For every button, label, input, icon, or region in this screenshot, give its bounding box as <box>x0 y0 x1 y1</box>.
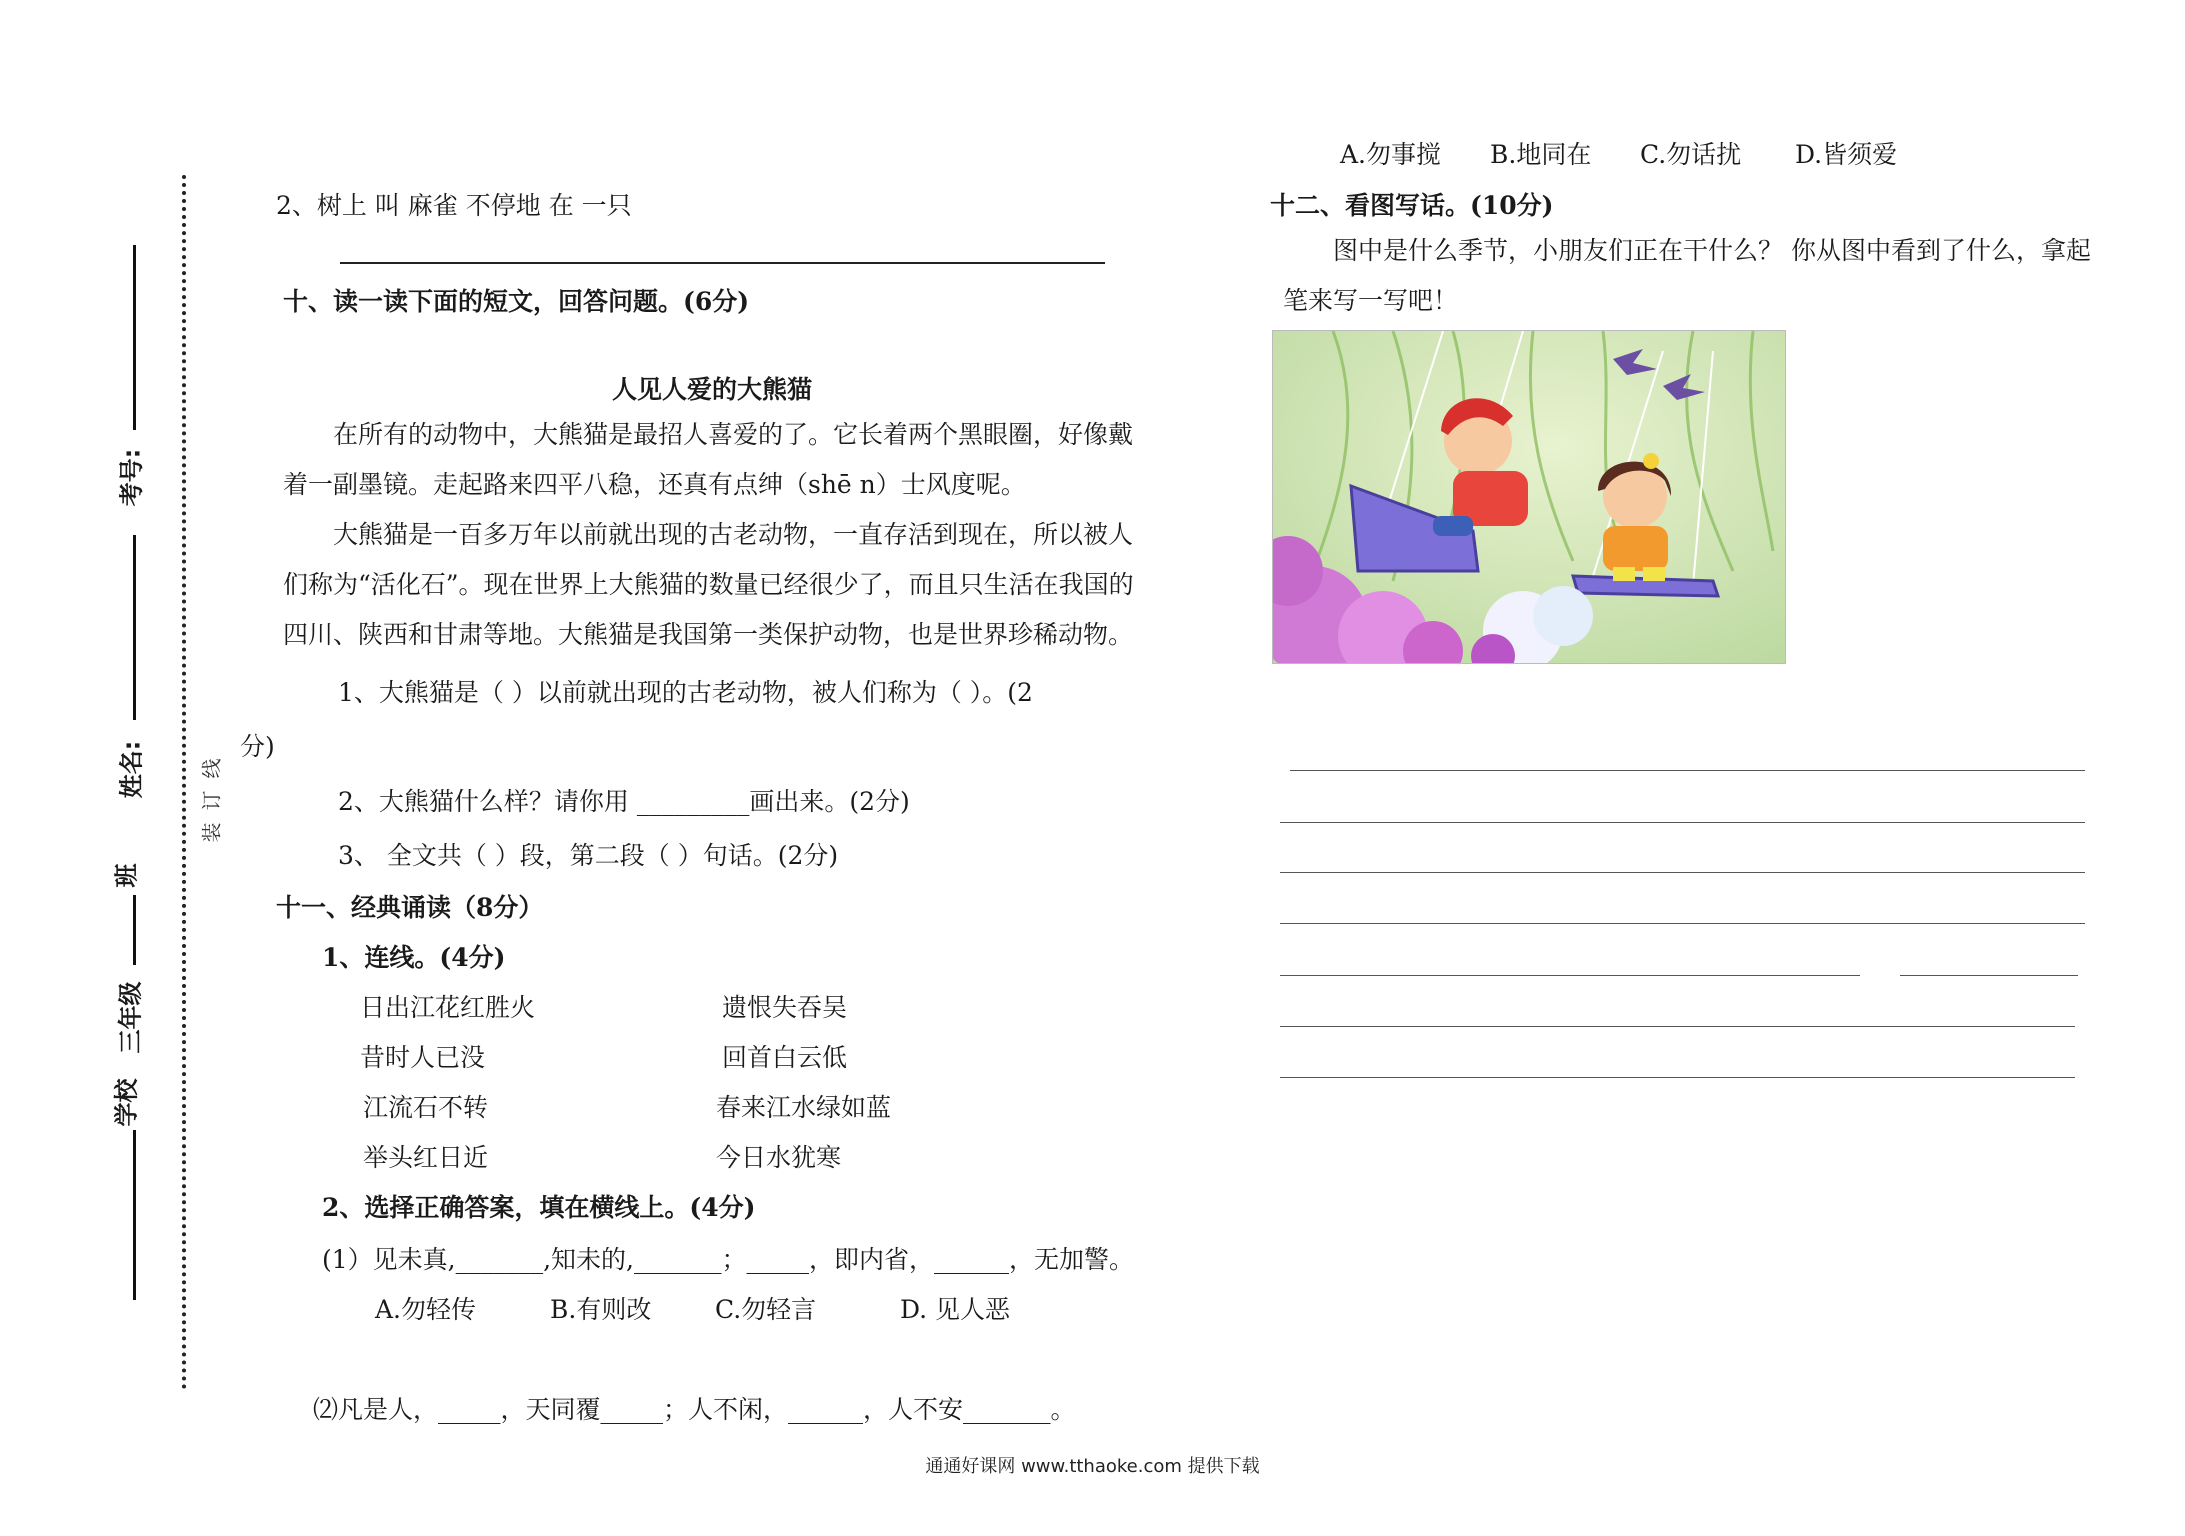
q11-sub2: 2、选择正确答案，填在横线上。(4分) <box>322 1193 756 1222</box>
class-blank-line <box>133 895 136 965</box>
match-left-item-3[interactable]: 江流石不转 <box>363 1093 489 1122</box>
school-label: 学校 <box>112 1078 141 1127</box>
writing-line-5b[interactable] <box>1900 975 2078 976</box>
match-right-item-2[interactable]: 回首白云低 <box>722 1043 848 1072</box>
option-a[interactable]: A.勿事搅 <box>1340 140 1442 169</box>
q10-question-3: 3、 全文共（ ）段，第二段（ ）句话。(2分) <box>338 841 839 870</box>
name-label: 姓名: <box>117 740 146 799</box>
passage-paragraph-1: 在所有的动物中，大熊猫是最招人喜爱的了。它长着两个黑眼圈，好像戴着一副墨镜。走起路来四平八稳，还真有点绅（shē n）士风度呢。 <box>283 420 1134 499</box>
q11-item2: ⑵凡是人，_____，天同覆_____；人不闲，______，人不安_______。 <box>313 1395 1076 1424</box>
swing-picture <box>1272 330 1786 664</box>
name-blank-line-1 <box>133 535 136 720</box>
q11-item1: (1）见未真,_______,知未的,_______；_____，即内省，______，无加警。 <box>322 1245 1135 1274</box>
option-d[interactable]: D.皆须爱 <box>1795 140 1898 169</box>
match-left-item-4[interactable]: 举头红日近 <box>363 1143 489 1172</box>
q12-prompt-text: 图中是什么季节，小朋友们正在干什么？ 你从图中看到了什么，拿起笔来写一写吧！ <box>1283 236 2091 315</box>
q10-question-2: 2、大熊猫什么样？请你用 _________画出来。(2分) <box>338 787 910 816</box>
grade-label: 三年级 <box>116 981 145 1054</box>
option-b[interactable]: B.地同在 <box>1490 140 1592 169</box>
writing-line-5a[interactable] <box>1280 975 1860 976</box>
option-d[interactable]: D. 见人恶 <box>900 1295 1011 1324</box>
binding-line-label: 装订线 <box>199 746 224 843</box>
passage-paragraph-2: 大熊猫是一百多万年以前就出现的古老动物，一直存活到现在，所以被人们称为“活化石”。现在世界上大熊猫的数量已经很少了，而且只生活在我国的四川、陕西和甘肃等地。大熊猫是我国第一类保护动物，也是世界珍稀动物。 <box>283 520 1134 649</box>
q12-prompt <box>1283 226 2103 326</box>
passage-title: 人见人爱的大熊猫 <box>612 375 813 404</box>
q11-sub1: 1、连线。(4分) <box>322 943 506 972</box>
writing-line-6[interactable] <box>1280 1026 2075 1027</box>
match-right-item-4[interactable]: 今日水犹寒 <box>716 1143 842 1172</box>
swing-illustration <box>1273 331 1785 663</box>
binding-dotted-line <box>182 175 186 1390</box>
match-left-item-2[interactable]: 昔时人已没 <box>360 1043 486 1072</box>
class-label: 班 <box>112 863 141 888</box>
writing-line-3[interactable] <box>1280 872 2085 873</box>
match-right-item-1[interactable]: 遗恨失吞吴 <box>722 993 848 1022</box>
match-right-item-3[interactable]: 春来江水绿如蓝 <box>716 1093 892 1122</box>
option-b[interactable]: B.有则改 <box>550 1295 652 1324</box>
q11-heading: 十一、经典诵读（8分） <box>276 893 544 922</box>
writing-line-7[interactable] <box>1280 1077 2075 1078</box>
q10-question-1: 1、大熊猫是（ ）以前就出现的古老动物，被人们称为（ ）。(2 <box>338 678 1033 707</box>
writing-line-4[interactable] <box>1280 923 2085 924</box>
writing-line-1[interactable] <box>1290 770 2085 771</box>
q10-heading: 十、读一读下面的短文，回答问题。(6分) <box>283 287 750 316</box>
footer-source: 通通好课网 www.tthaoke.com 提供下载 <box>925 1456 1260 1477</box>
q12-heading: 十二、看图写话。(10分) <box>1270 191 1554 220</box>
exam-no-label: 考号: <box>117 448 146 507</box>
q9-item2: 2、树上 叫 麻雀 不停地 在 一只 <box>276 191 632 220</box>
q10-question-1-cont: 分) <box>240 732 275 761</box>
exam-no-blank-line <box>133 245 136 430</box>
option-c[interactable]: C.勿话扰 <box>1640 140 1742 169</box>
match-left-item-1[interactable]: 日出江花红胜火 <box>360 993 536 1022</box>
option-a[interactable]: A.勿轻传 <box>375 1295 477 1324</box>
passage-body <box>283 410 1143 660</box>
writing-line-2[interactable] <box>1280 822 2085 823</box>
school-blank-line <box>133 1130 136 1300</box>
option-c[interactable]: C.勿轻言 <box>715 1295 817 1324</box>
q9-answer-line[interactable] <box>340 262 1105 264</box>
